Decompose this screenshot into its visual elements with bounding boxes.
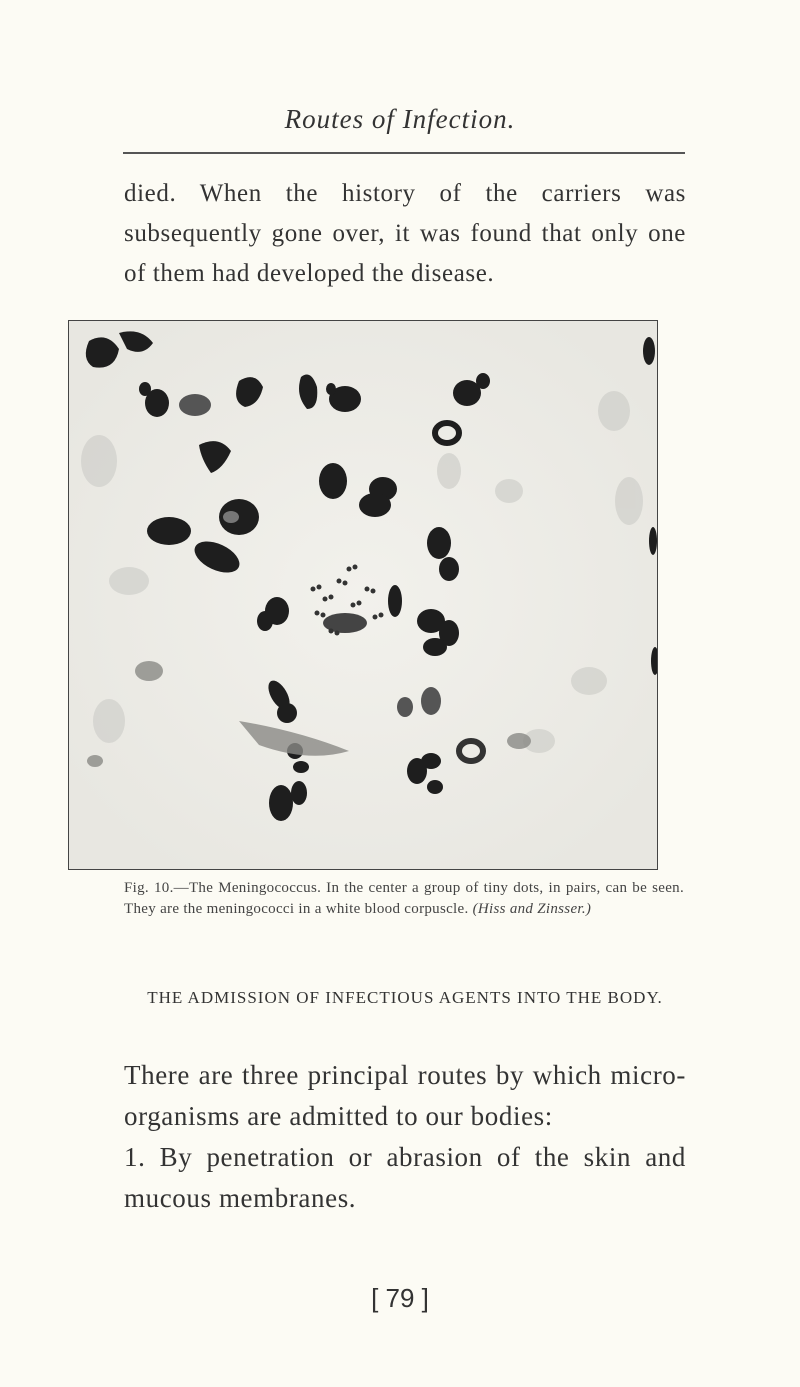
paragraph-1: died. When the history of the carriers was subsequently gone over, it was found that only one of them had developed the disease. xyxy=(124,180,686,287)
figure-micrograph xyxy=(68,320,658,870)
header-rule xyxy=(123,152,685,154)
micrograph-image xyxy=(69,321,657,869)
figure-caption xyxy=(124,878,684,920)
section-heading: THE ADMISSION OF INFECTIOUS AGENTS INTO THE BODY. xyxy=(147,988,663,1007)
figure-caption-text: —The Meningococcus. In the center a group of tiny dots, in pairs, can be seen. They are the meningococci in a white blood corpuscle. xyxy=(124,880,684,917)
running-head: Routes of Infection. xyxy=(284,104,516,134)
page-number: [ 79 ] xyxy=(371,1283,429,1313)
figure-citation: (Hiss and Zinsser.) xyxy=(472,901,592,917)
figure-label: Fig. 10. xyxy=(124,880,174,896)
paragraph-2: There are three principal routes by which micro-organisms are admitted to our bodies: xyxy=(124,1060,686,1131)
paragraph-3: 1. By penetration or abrasion of the skin and mucous membranes. xyxy=(124,1142,686,1213)
